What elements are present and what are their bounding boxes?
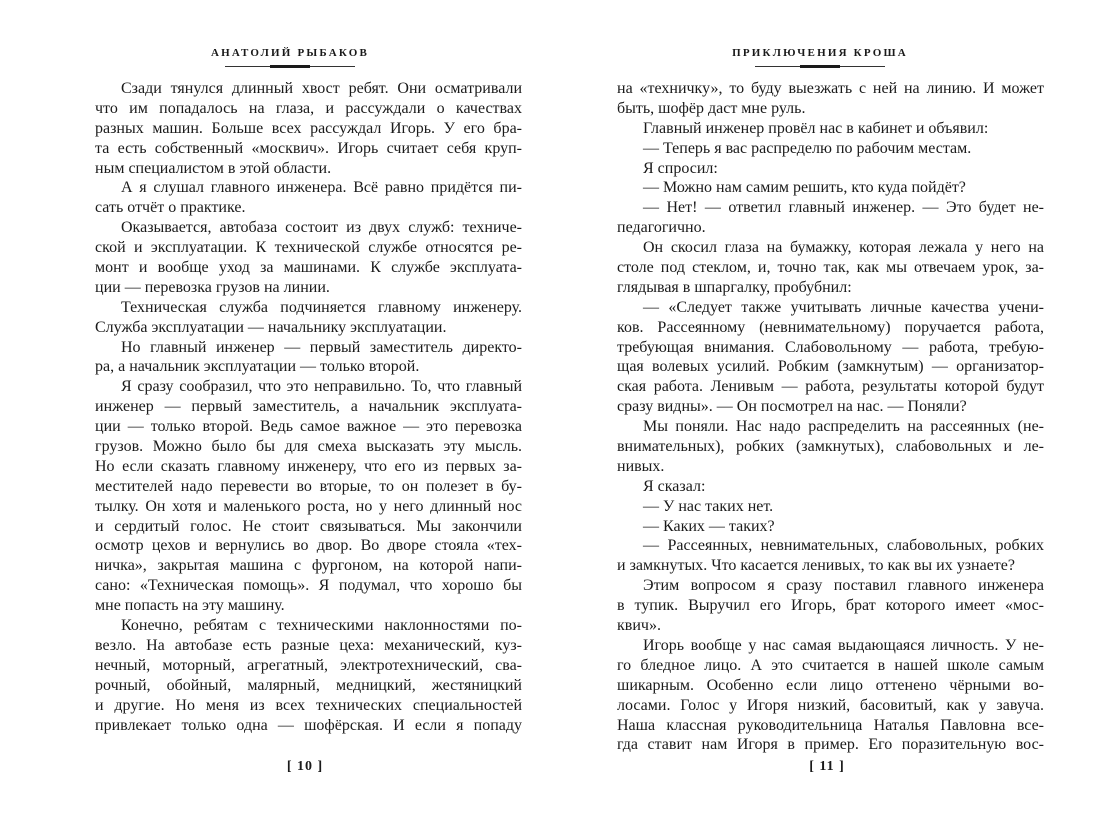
text-line: в тупик. Выручил его Игорь, брат которого имеет «мос- xyxy=(617,597,1044,615)
page-number-left: [ 10 ] xyxy=(286,759,324,774)
left-page-text xyxy=(95,79,522,735)
text-line: нивых. xyxy=(617,457,665,475)
text-line: ным специалистом в этой области. xyxy=(95,159,332,177)
text-line: Сзади тянулся длинный хвост ребят. Они осматривали xyxy=(121,80,522,97)
text-line: — Каких — таких? xyxy=(643,517,775,535)
text-line: Я спросил: xyxy=(643,159,718,177)
text-line: рочный, обойный, малярный, медницкий, жестяницкий xyxy=(95,676,522,694)
text-line: ская работа. Ленивым — работа, результаты которой будут xyxy=(617,378,1044,396)
text-line: и замкнутых. Что касается ленивых, то как вы их узнаете? xyxy=(617,557,1015,575)
page-number-right: [ 11 ] xyxy=(809,759,845,774)
left-page xyxy=(40,0,540,825)
text-line: — Теперь я вас распределю по рабочим местам. xyxy=(643,139,972,157)
text-line: шикарным. Особенно если лицо оттенено чёрными во- xyxy=(617,676,1044,694)
text-line: Мы поняли. Нас надо распределить на рассеянных (не- xyxy=(643,418,1044,436)
text-line: — У нас таких нет. xyxy=(643,497,774,515)
text-line: ции — только второй. Ведь самое важное — это перевозка xyxy=(95,418,522,436)
text-line: Техническая служба подчиняется главному инженеру. xyxy=(121,298,522,316)
text-line: инженер — первый заместитель, а начальник эксплуата- xyxy=(95,398,522,416)
text-line: мне попасть на эту машину. xyxy=(95,597,285,615)
text-line: ции — перевозка грузов на линии. xyxy=(95,278,330,296)
text-line: та есть собственный «москвич». Игорь считает себя круп- xyxy=(95,139,522,157)
text-line: столе под стеклом, и, точно так, как мы отвечаем урок, за- xyxy=(617,259,1044,277)
text-line: что им попадалось на глаза, и рассуждали о качествах xyxy=(95,99,522,117)
text-line: — Нет! — ответил главный инженер. — Это будет не- xyxy=(643,199,1044,217)
text-line: лосами. Голос у Игоря низкий, басовитый, как у завуча. xyxy=(617,696,1044,714)
text-line: везло. На автобазе есть разные цеха: механический, куз- xyxy=(95,636,522,654)
text-line: щая волевых усилий. Робким (замкнутым) — организатор- xyxy=(617,358,1044,376)
text-line: осмотр цехов и вернулись во двор. Во дворе стояла «тех- xyxy=(95,537,522,555)
text-line: сразу видны». — Он посмотрел на нас. — Поняли? xyxy=(617,398,967,416)
text-line: ничка», закрытая машина с фургоном, на которой напи- xyxy=(95,557,522,575)
right-page xyxy=(570,0,1070,825)
text-line: Я сразу сообразил, что это неправильно. То, что главный xyxy=(121,378,522,396)
text-line: ков. Рассеянному (невнимательному) поручается работа, xyxy=(617,318,1044,336)
text-line: сать отчёт о практике. xyxy=(95,199,246,217)
text-line: Этим вопросом я сразу поставил главного инженера xyxy=(643,577,1044,595)
text-line: глядывая в шпаргалку, пробубнил: xyxy=(617,278,852,296)
text-line: тылку. Он хотя и маленького роста, но у него длинный нос xyxy=(95,497,522,515)
text-line: местителей надо перевести во вторые, то он полезет в бу- xyxy=(95,477,522,495)
text-line: требующая внимания. Слабовольному — работа, требую- xyxy=(617,338,1044,356)
text-line: внимательных), робких (замкнутых), слабовольных и ле- xyxy=(617,438,1044,456)
text-line: Но если сказать главному инженеру, что его из первых за- xyxy=(95,457,522,475)
head-rule xyxy=(755,66,885,67)
text-line: Наша классная руководительница Наталья Павловна все- xyxy=(617,716,1044,734)
text-line: Игорь вообще у нас самая выдающаяся личность. У не- xyxy=(643,636,1044,654)
text-line: го бледное лицо. А это считается в нашей школе самым xyxy=(617,656,1044,674)
text-line: нечный, моторный, агрегатный, электротехнический, сва- xyxy=(95,656,522,674)
text-line: ра, а начальник эксплуатации — только второй. xyxy=(95,358,420,376)
text-line: и другие. Но меня из всех технических специальностей xyxy=(95,696,522,714)
text-line: ской и эксплуатации. К технической службе относятся ре- xyxy=(95,239,522,257)
text-line: педагогично. xyxy=(617,219,706,237)
text-line: гда ставит нам Игоря в пример. Его поразительную вос- xyxy=(617,736,1044,754)
text-line: Оказывается, автобаза состоит из двух служб: техниче- xyxy=(121,219,522,237)
running-head-title: ПРИКЛЮЧЕНИЯ КРОША xyxy=(732,47,908,59)
text-line: А я слушал главного инженера. Всё равно придётся пи- xyxy=(121,179,522,197)
text-line: — Можно нам самим решить, кто куда пойдёт? xyxy=(643,179,966,197)
right-page-text xyxy=(617,79,1044,755)
text-line: и сердитый голос. Не стоит связываться. Мы закончили xyxy=(95,517,522,535)
text-line: — Рассеянных, невнимательных, слабовольных, робких xyxy=(643,537,1044,555)
running-head-author: АНАТОЛИЙ РЫБАКОВ xyxy=(210,47,370,59)
head-rule xyxy=(225,66,355,67)
text-line: грузов. Можно было бы для смеха высказать эту мысль. xyxy=(95,438,522,456)
text-line: привлекает только одна — шофёрская. И если я попаду xyxy=(95,716,522,734)
text-line: разных машин. Больше всех рассуждал Игорь. У его бра- xyxy=(95,119,522,137)
text-line: — «Следует также учитывать личные качества учени- xyxy=(643,298,1044,316)
text-line: Главный инженер провёл нас в кабинет и объявил: xyxy=(643,119,989,137)
text-line: Служба эксплуатации — начальнику эксплуатации. xyxy=(95,318,447,336)
text-line: Я сказал: xyxy=(643,477,706,495)
text-line: Он скосил глаза на бумажку, которая лежала у него на xyxy=(643,239,1044,257)
text-line: Конечно, ребятам с техническими наклонностями по- xyxy=(121,617,522,635)
text-line: на «техничку», то буду выезжать с ней на линию. И может xyxy=(617,80,1044,97)
text-line: быть, шофёр даст мне руль. xyxy=(617,99,806,117)
text-line: Но главный инженер — первый заместитель директо- xyxy=(121,338,522,356)
text-line: монт и вообще уход за машинами. К службе эксплуата- xyxy=(95,259,522,277)
text-line: квич». xyxy=(617,617,661,635)
text-line: сано: «Техническая помощь». Я подумал, что хорошо бы xyxy=(95,577,522,595)
